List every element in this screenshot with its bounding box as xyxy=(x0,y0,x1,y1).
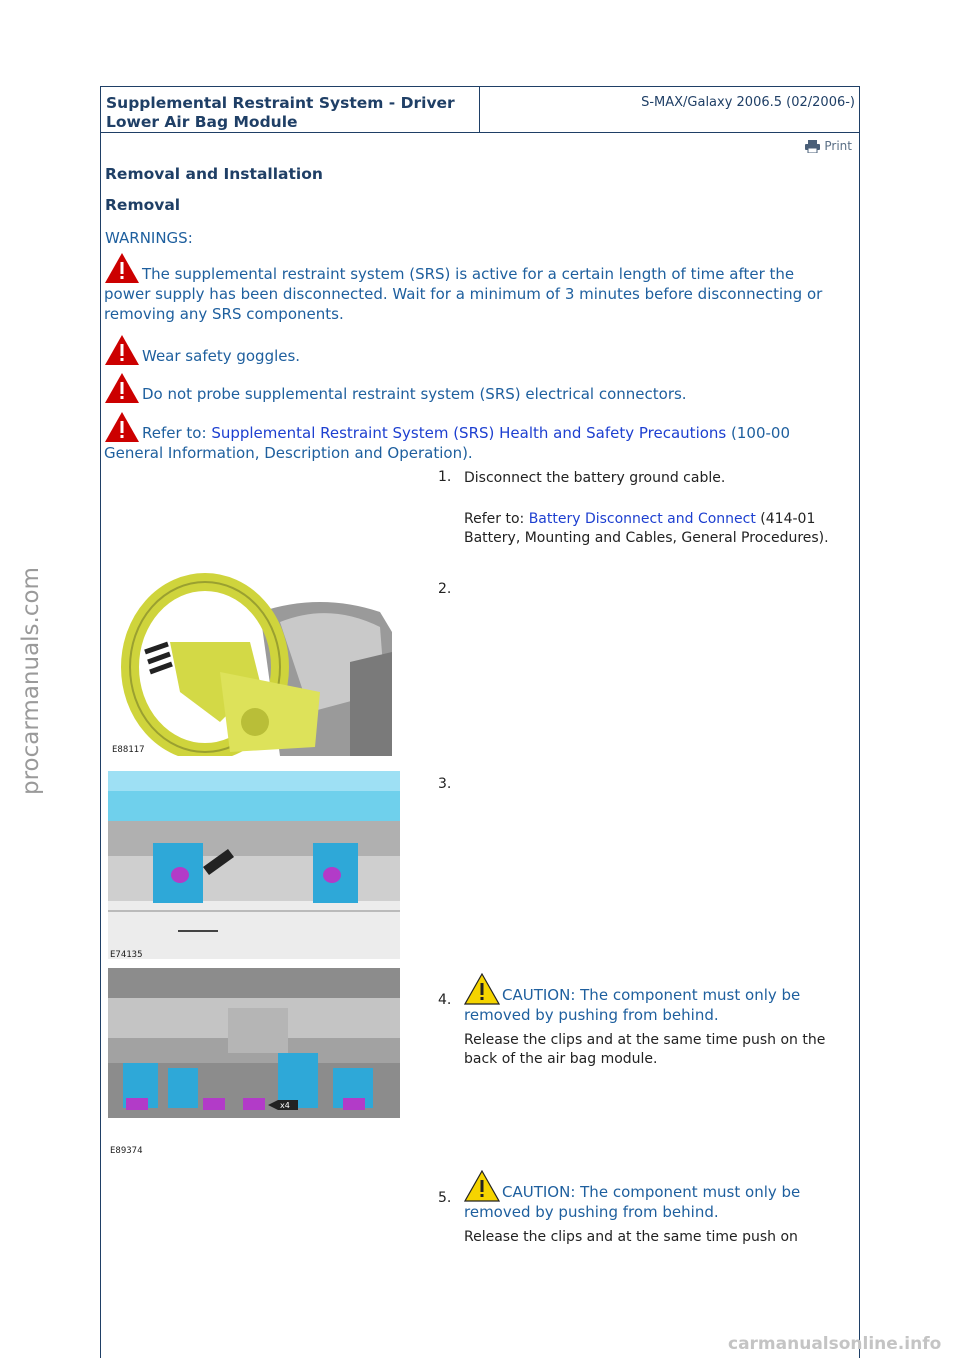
side-watermark xyxy=(6,540,46,800)
print-label: Print xyxy=(824,139,852,153)
warning-text: Do not probe supplemental restraint system (SRS) electrical connectors. xyxy=(142,385,687,403)
warning-triangle-icon xyxy=(104,334,140,366)
warning-item xyxy=(104,372,839,404)
printer-icon xyxy=(805,140,820,153)
side-watermark-text: procarmanuals.com xyxy=(18,567,44,795)
caution-text: CAUTION: The component must only be removed by pushing from behind. xyxy=(464,986,801,1024)
warning-triangle-icon xyxy=(104,411,140,443)
steering-wheel-figure[interactable] xyxy=(110,572,392,756)
step-number: 5. xyxy=(438,1190,452,1206)
step-text: Release the clips and at the same time push on xyxy=(464,1229,798,1245)
step-number: 1. xyxy=(438,469,452,485)
reference-prefix: Refer to: xyxy=(142,424,212,442)
reference-prefix: Refer to: xyxy=(464,511,529,527)
warning-item xyxy=(104,334,839,366)
warning-triangle-icon xyxy=(104,252,140,284)
step-text: Disconnect the battery ground cable. xyxy=(464,470,726,486)
warning-text: Wear safety goggles. xyxy=(142,347,301,365)
warning-item xyxy=(104,252,839,324)
warning-text: The supplemental restraint system (SRS) is active for a certain length of time after the power supply has been disconnected. Wait for a minimum of 3 minutes before disconnecting or removing any SRS components. xyxy=(104,265,823,323)
document-title: Supplemental Restraint System - Driver Lower Air Bag Module xyxy=(106,94,455,131)
vehicle-model: S-MAX/Galaxy 2006.5 (02/2006-) xyxy=(641,95,855,110)
callout-label: x4 xyxy=(280,1101,290,1110)
caution-text: CAUTION: The component must only be removed by pushing from behind. xyxy=(464,1183,801,1221)
subsection-title: Removal xyxy=(105,196,181,214)
caution-triangle-icon xyxy=(464,1170,500,1202)
caution-item xyxy=(464,973,844,1025)
figure-label: E74135 xyxy=(110,950,143,959)
caution-triangle-icon xyxy=(464,973,500,1005)
warnings-label: WARNINGS: xyxy=(105,229,193,247)
step-number: 3. xyxy=(438,776,452,792)
figure-label: E88117 xyxy=(112,745,145,755)
warning-triangle-icon xyxy=(104,372,140,404)
srs-precautions-link[interactable]: Supplemental Restraint System (SRS) Health and Safety Precautions xyxy=(211,424,727,442)
document-header xyxy=(100,86,860,133)
step-reference xyxy=(464,510,844,548)
reference-suffix: (100-00 General Information, Description and Operation). xyxy=(104,424,790,462)
air-bag-clips-figure[interactable] xyxy=(108,968,400,1156)
battery-disconnect-link[interactable]: Battery Disconnect and Connect xyxy=(528,511,756,527)
air-bag-brackets-figure[interactable] xyxy=(108,771,400,959)
print-button[interactable] xyxy=(805,139,852,153)
reference-suffix: (414-01 Battery, Mounting and Cables, General Procedures). xyxy=(464,511,829,546)
caution-item xyxy=(464,1170,844,1222)
step-text: Release the clips and at the same time push on the back of the air bag module. xyxy=(464,1032,826,1067)
frame-right-border xyxy=(859,133,860,1358)
step-number: 2. xyxy=(438,581,452,597)
section-title: Removal and Installation xyxy=(105,165,323,183)
step-number: 4. xyxy=(438,992,452,1008)
frame-left-border xyxy=(100,133,101,1358)
bottom-watermark: carmanualsonline.info xyxy=(728,1334,942,1354)
header-title-cell xyxy=(101,87,480,132)
warning-reference xyxy=(104,411,839,463)
figure-label: E89374 xyxy=(110,1146,143,1156)
